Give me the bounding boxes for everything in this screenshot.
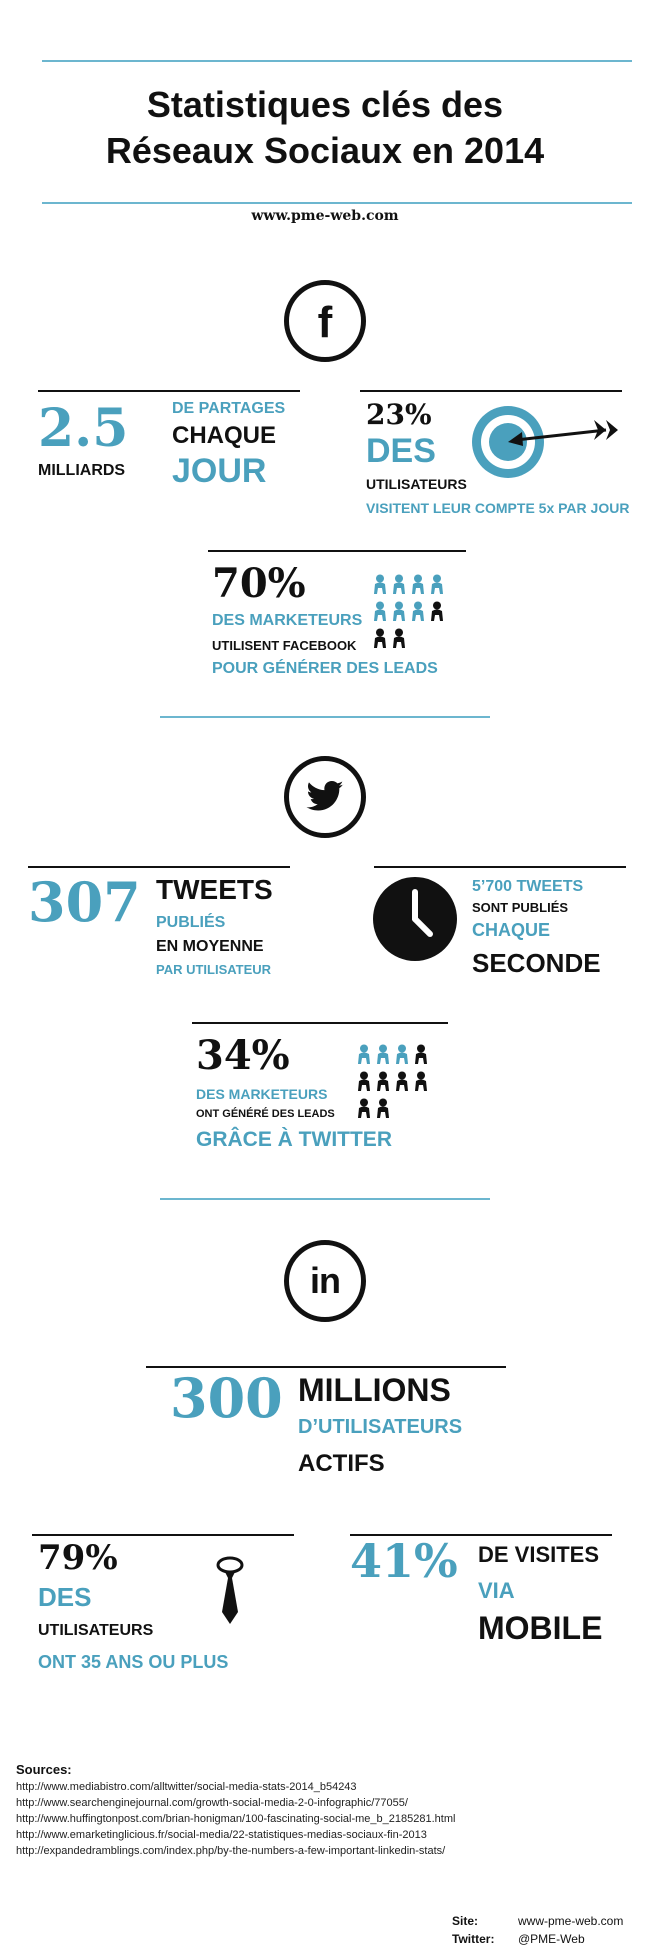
person-icon: [394, 1071, 410, 1091]
fb-stat2-line2: UTILISATEURS: [366, 476, 467, 492]
source-link[interactable]: http://www.emarketinglicious.fr/social-media/22-statistiques-medias-sociaux-fin-2013: [16, 1829, 427, 1841]
source-link[interactable]: http://expandedramblings.com/index.php/by-the-numbers-a-few-important-linkedin-stats/: [16, 1845, 446, 1857]
li-stat1-number: 300: [170, 1366, 283, 1430]
tie-icon: [212, 1556, 248, 1626]
person-icon: [429, 601, 445, 621]
person-icon: [410, 574, 426, 594]
fb-section-divider: [160, 716, 490, 718]
facebook-icon: f: [284, 280, 366, 362]
footer-site-label: Site:: [452, 1914, 479, 1928]
person-icon: [356, 1071, 372, 1091]
fb-stat3-line1: DES MARKETEURS: [212, 612, 363, 629]
title-line-1: Statistiques clés des: [146, 84, 504, 125]
clock-icon: [372, 876, 458, 962]
person-icon: [391, 628, 407, 648]
header-top-divider: [42, 60, 632, 62]
tw-stat1-divider: [28, 866, 290, 868]
li-stat2-divider: [32, 1534, 294, 1536]
title-line-2: Réseaux Sociaux en 2014: [105, 130, 545, 171]
footer: [452, 1912, 623, 1948]
footer-twitter-value[interactable]: @PME-Web: [518, 1932, 585, 1946]
source-link[interactable]: http://www.mediabistro.com/alltwitter/social-media-stats-2014_b54243: [16, 1781, 357, 1793]
fb-stat1-line2: CHAQUE: [172, 422, 277, 449]
li-stat2-line1: DES: [38, 1582, 92, 1612]
tw-stat2-line1: 5’700 TWEETS: [472, 878, 584, 895]
person-icon: [391, 601, 407, 621]
fb-stat1-line1: DE PARTAGES: [172, 400, 286, 417]
li-stat3-line2: VIA: [478, 1578, 515, 1603]
person-icon: [375, 1071, 391, 1091]
tw-stat1-line4: PAR UTILISATEUR: [156, 962, 272, 977]
tw-stat1-line1: TWEETS: [156, 874, 273, 905]
fb-stat3-percent: 70%: [212, 560, 306, 607]
tw-stat2-divider: [374, 866, 626, 868]
tw-stat1-number: 307: [28, 870, 141, 934]
li-stat2-line2: UTILISATEURS: [38, 1622, 154, 1639]
li-stat1-line3: ACTIFS: [298, 1450, 385, 1477]
person-icon: [356, 1098, 372, 1118]
person-icon: [356, 1044, 372, 1064]
li-stat2-percent: 79%: [38, 1538, 118, 1578]
li-stat2-line3: ONT 35 ANS OU PLUS: [38, 1652, 229, 1672]
sources-heading: Sources:: [16, 1762, 72, 1777]
header-bottom-divider: [42, 202, 632, 204]
twitter-icon: [284, 756, 366, 838]
person-icon: [375, 1098, 391, 1118]
person-icon: [372, 628, 388, 648]
person-icon: [410, 601, 426, 621]
tw-section-divider: [160, 1198, 490, 1200]
li-stat3-percent: 41%: [350, 1534, 458, 1588]
fb-stat2-divider: [360, 390, 622, 392]
fb-stat1-number: 2.5: [38, 398, 129, 459]
sources-section: [16, 1762, 636, 1859]
tw-stat2-line2: SONT PUBLIÉS: [472, 900, 569, 915]
tw-stat1-line2: PUBLIÉS: [156, 914, 226, 931]
person-icon: [429, 574, 445, 594]
li-stat3-line1: DE VISITES: [478, 1542, 600, 1567]
source-link[interactable]: http://www.searchenginejournal.com/growth-social-media-2-0-infographic/77055/: [16, 1797, 408, 1809]
fb-stat1-line3: JOUR: [172, 452, 267, 490]
tw-stat3-line3: GRÂCE À TWITTER: [196, 1128, 392, 1151]
person-icon: [413, 1044, 429, 1064]
li-stat1-line1: MILLIONS: [298, 1372, 451, 1408]
person-icon: [375, 1044, 391, 1064]
person-icon: [413, 1071, 429, 1091]
source-link[interactable]: http://www.huffingtonpost.com/brian-honigman/100-fascinating-social-me_b_2185281.html: [16, 1813, 456, 1825]
fb-people-icons: [372, 574, 456, 655]
li-stat3-line3: MOBILE: [478, 1610, 603, 1646]
fb-stat3-divider: [208, 550, 466, 552]
tw-stat2-line3: CHAQUE: [472, 920, 551, 940]
target-arrow-icon: [466, 402, 626, 482]
fb-stat1-unit: MILLIARDS: [38, 462, 126, 479]
fb-stat1-divider: [38, 390, 300, 392]
person-icon: [391, 574, 407, 594]
footer-site-value[interactable]: www-pme-web.com: [518, 1914, 624, 1928]
website-url: www.pme-web.com: [251, 208, 399, 224]
footer-twitter-label: Twitter:: [452, 1932, 495, 1946]
tw-stat3-percent: 34%: [196, 1032, 290, 1079]
linkedin-icon: in: [284, 1240, 366, 1322]
tw-stat3-line1: DES MARKETEURS: [196, 1086, 328, 1102]
fb-stat3-line2: UTILISENT FACEBOOK: [212, 638, 357, 653]
li-stat1-line2: D’UTILISATEURS: [298, 1416, 463, 1438]
person-icon: [372, 601, 388, 621]
fb-stat2-percent: 23%: [366, 398, 432, 431]
fb-stat2-line3: VISITENT LEUR COMPTE 5x PAR JOUR: [366, 500, 630, 516]
fb-stat2-line1: DES: [366, 432, 436, 470]
person-icon: [394, 1044, 410, 1064]
tw-people-icons: [356, 1044, 440, 1125]
tw-stat1-line3: EN MOYENNE: [156, 938, 264, 955]
tw-stat3-line2: ONT GÉNÉRÉ DES LEADS: [196, 1108, 335, 1120]
tw-stat3-divider: [192, 1022, 448, 1024]
fb-stat3-line3: POUR GÉNÉRER DES LEADS: [212, 660, 438, 677]
person-icon: [372, 574, 388, 594]
tw-stat2-line4: SECONDE: [472, 948, 601, 978]
page-title: [0, 82, 650, 174]
